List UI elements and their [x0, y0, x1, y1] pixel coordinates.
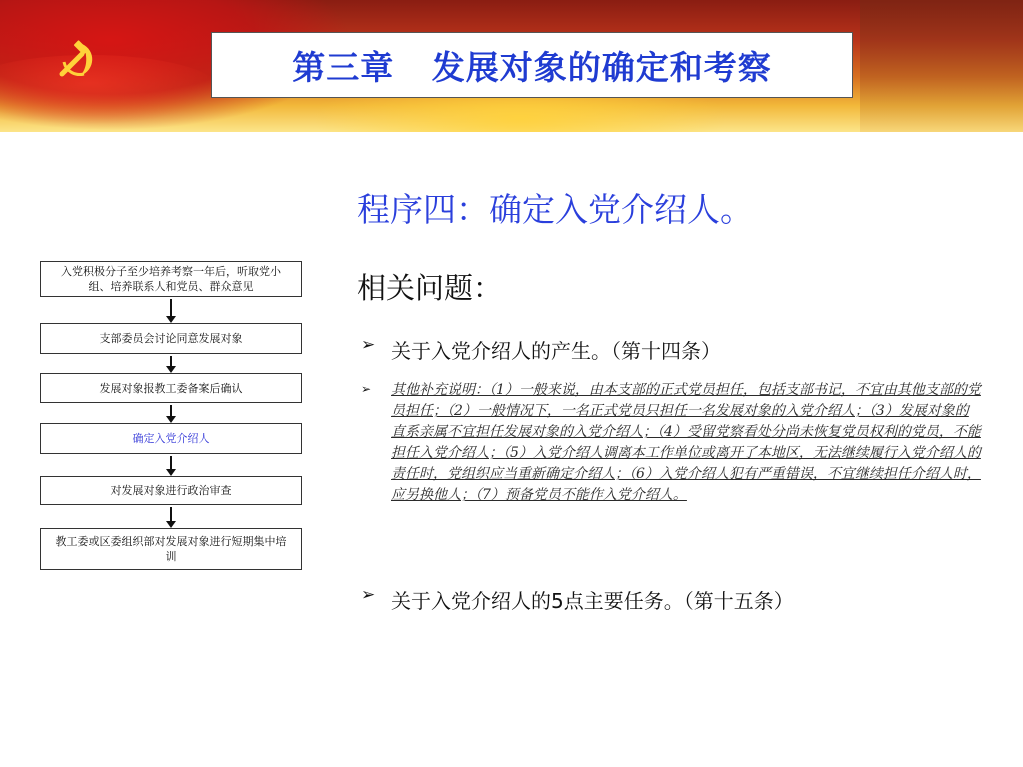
- page-title: 第三章 发展对象的确定和考察: [292, 47, 772, 87]
- flow-step-5: 对发展对象进行政治审查: [40, 476, 302, 505]
- flow-step-3: 发展对象报教工委备案后确认: [40, 373, 302, 403]
- bullet-text: 关于入党介绍人的5点主要任务。（第十五条）: [391, 589, 794, 613]
- bullet-item-supplementary-note: [361, 380, 981, 506]
- related-questions-heading: 相关问题：: [357, 271, 503, 305]
- flow-step-4-highlighted: 确定入党介绍人: [40, 423, 302, 454]
- bullet-item-introducer-origin: [361, 335, 721, 364]
- hammer-and-sickle-icon: [52, 36, 100, 84]
- header-banner: [0, 0, 1023, 132]
- bullet-item-introducer-tasks: [361, 585, 794, 614]
- supplementary-note-text: 其他补充说明：（1）一般来说，由本支部的正式党员担任，包括支部书记，不宜由其他支部的党员担任；（2）一般情况下，一名正式党员只担任一名发展对象的入党介绍人；（3）发展对象的直系亲属不宜担任发展对象的入党介绍人；（4）受留党察看处分尚未恢复党员权利的党员，不能担任入党介绍人；（5）入党介绍人调离本工作单位或离开了本地区，无法继续履行入党介绍人的责任时，党组织应当重新确定介绍人；（6）入党介绍人犯有严重错误，不宜继续担任介绍人时，应另换他人；（7）预备党员不能作入党介绍人。: [391, 382, 981, 503]
- arrowhead-bullet-icon: ➢: [361, 585, 376, 605]
- flow-step-6: 教工委或区委组织部对发展对象进行短期集中培训: [40, 528, 302, 570]
- procedure-heading: 程序四：确定入党介绍人。: [357, 190, 753, 229]
- bullet-text: 关于入党介绍人的产生。（第十四条）: [391, 339, 721, 363]
- arrowhead-bullet-icon: ➢: [361, 382, 372, 396]
- flow-step-1: 入党积极分子至少培养考察一年后，听取党小组、培养联系人和党员、群众意见: [40, 261, 302, 297]
- arrowhead-bullet-icon: ➢: [361, 335, 376, 355]
- flag-fold-decoration: [0, 55, 220, 125]
- flow-arrow-1: [170, 299, 172, 317]
- great-wall-decoration: [860, 0, 1023, 132]
- flow-arrow-3: [170, 405, 172, 417]
- flow-arrow-4: [170, 456, 172, 470]
- flow-step-2: 支部委员会讨论同意发展对象: [40, 323, 302, 354]
- flow-arrow-2: [170, 356, 172, 367]
- flow-arrow-5: [170, 507, 172, 522]
- title-box: [211, 32, 853, 98]
